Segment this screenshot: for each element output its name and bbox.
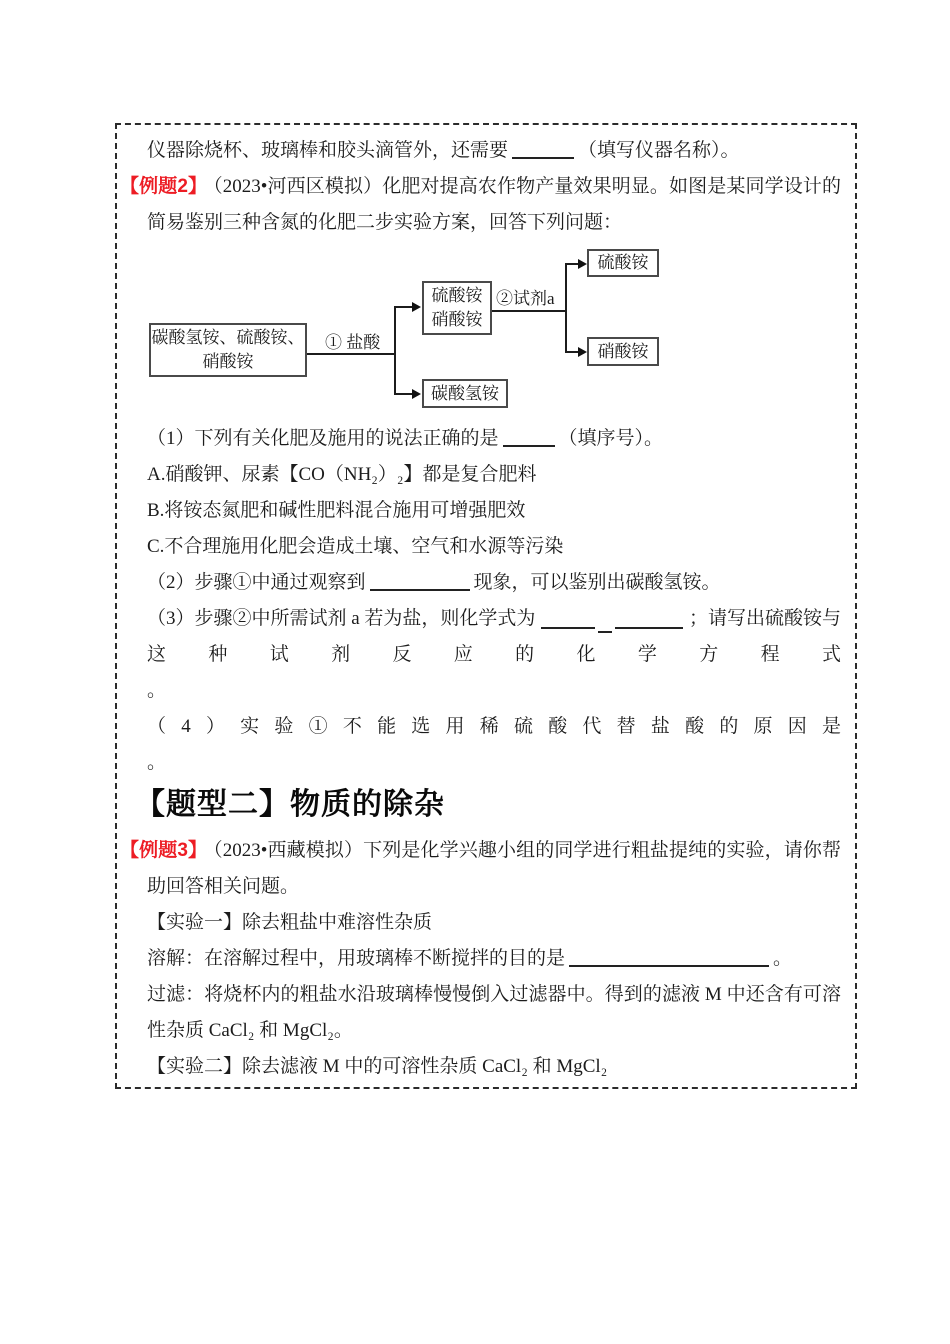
option-b: B.将铵态氮肥和碱性肥料混合施用可增强肥效 bbox=[147, 500, 526, 521]
option-c: C.不合理施用化肥会造成土壤、空气和水源等污染 bbox=[147, 536, 564, 557]
connector-line bbox=[307, 353, 396, 355]
filter-paragraph: 过滤：将烧杯内的粗盐水沿玻璃棒慢慢倒入过滤器中。得到的滤液 M 中还含有可溶性杂质 CaCl₂ 和 MgCl₂。 bbox=[147, 984, 841, 1041]
instrument-question-line bbox=[147, 133, 841, 169]
example3-label: 【例题3】 bbox=[120, 840, 208, 861]
step2-reagent-label: ②试剂a bbox=[496, 289, 555, 308]
mixture-box-line2: 硝酸铵 bbox=[202, 352, 254, 371]
connector-line bbox=[394, 393, 414, 395]
mixture-box-line1: 碳酸氢铵、硫酸铵、 bbox=[151, 328, 305, 347]
dissolve-text: 溶解：在溶解过程中，用玻璃棒不断搅拌的目的是 bbox=[147, 948, 566, 969]
middle-box-line1: 硫酸铵 bbox=[431, 286, 483, 305]
answer-blank bbox=[615, 627, 683, 629]
mixture-box bbox=[149, 323, 307, 377]
q1-suffix: （填序号）。 bbox=[558, 428, 664, 449]
experiment2-title: 【实验二】除去滤液 M 中的可溶性杂质 CaCl₂ 和 MgCl₂ bbox=[147, 1056, 608, 1077]
example3-intro bbox=[120, 833, 841, 905]
arrow-icon bbox=[578, 347, 587, 357]
experiment1-title: 【实验一】除去粗盐中难溶性杂质 bbox=[147, 912, 433, 933]
q1-text: （1）下列有关化肥及施用的说法正确的是 bbox=[147, 428, 499, 449]
q3-suffix: ；请写出硫酸铵与 bbox=[688, 608, 841, 629]
branch1-line bbox=[394, 306, 396, 395]
example2-intro-text: （2023•河西区模拟）化肥对提高农作物产量效果明显。如图是某同学设计的简易鉴别三种含氮的化肥二步实验方案，回答下列问题： bbox=[147, 176, 841, 233]
result-bottom-box bbox=[587, 337, 659, 366]
q2-text: （2）步骤①中通过观察到 bbox=[147, 572, 366, 593]
answer-blank bbox=[512, 143, 574, 159]
question-4-line2: 。 bbox=[147, 752, 167, 773]
q2-suffix: 现象，可以鉴别出碳酸氢铵。 bbox=[473, 572, 721, 593]
question-4: （4）实验①不能选用稀硫酸代替盐酸的原因是 bbox=[147, 716, 841, 737]
question-1 bbox=[147, 421, 841, 457]
option-a: A.硝酸钾、尿素【CO（NH₂）₂】都是复合肥料 bbox=[147, 464, 537, 485]
dissolve-suffix: 。 bbox=[773, 948, 793, 969]
question-2 bbox=[147, 565, 841, 601]
fertilizer-identification-diagram bbox=[147, 243, 841, 419]
arrow-icon bbox=[412, 389, 421, 399]
step1-hcl-label: ① 盐酸 bbox=[325, 333, 381, 352]
connector-line bbox=[394, 306, 414, 308]
example2-label: 【例题2】 bbox=[120, 176, 208, 197]
answer-blank bbox=[569, 951, 769, 967]
middle-box bbox=[422, 281, 492, 335]
section-heading-type2: 【题型二】物质的除杂 bbox=[135, 788, 445, 821]
arrow-icon bbox=[578, 259, 587, 269]
result-top-label: 硫酸铵 bbox=[597, 253, 649, 272]
branch2-line bbox=[565, 263, 567, 353]
dashed-border-frame bbox=[115, 123, 857, 1089]
connector-line bbox=[492, 310, 567, 312]
instrument-question-suffix: （填写仪器名称）。 bbox=[578, 140, 740, 161]
answer-blank bbox=[541, 627, 595, 629]
branch-bottom-label: 碳酸氢铵 bbox=[431, 383, 499, 403]
instrument-question-text: 仪器除烧杯、玻璃棒和胶头滴管外，还需要 bbox=[147, 140, 509, 161]
answer-blank bbox=[370, 575, 470, 591]
question-3-line2: 这种试剂反应的化学方程式 bbox=[147, 644, 841, 665]
q3-text: （3）步骤②中所需试剂 a 若为盐，则化学式为 bbox=[147, 608, 536, 629]
example2-intro bbox=[120, 169, 841, 241]
arrow-icon bbox=[412, 302, 421, 312]
branch-bottom-box bbox=[422, 379, 508, 408]
answer-blank bbox=[503, 431, 555, 447]
example3-intro-text: （2023•西藏模拟）下列是化学兴趣小组的同学进行粗盐提纯的实验，请你帮助回答相关问题。 bbox=[147, 840, 841, 897]
dissolve-line bbox=[147, 941, 841, 977]
result-bottom-label: 硝酸铵 bbox=[597, 341, 649, 361]
middle-box-line2: 硝酸铵 bbox=[431, 310, 483, 329]
question-3-line3: 。 bbox=[147, 680, 167, 701]
blank-connector bbox=[598, 631, 612, 633]
question-3 bbox=[147, 601, 841, 637]
result-top-box bbox=[587, 249, 659, 277]
